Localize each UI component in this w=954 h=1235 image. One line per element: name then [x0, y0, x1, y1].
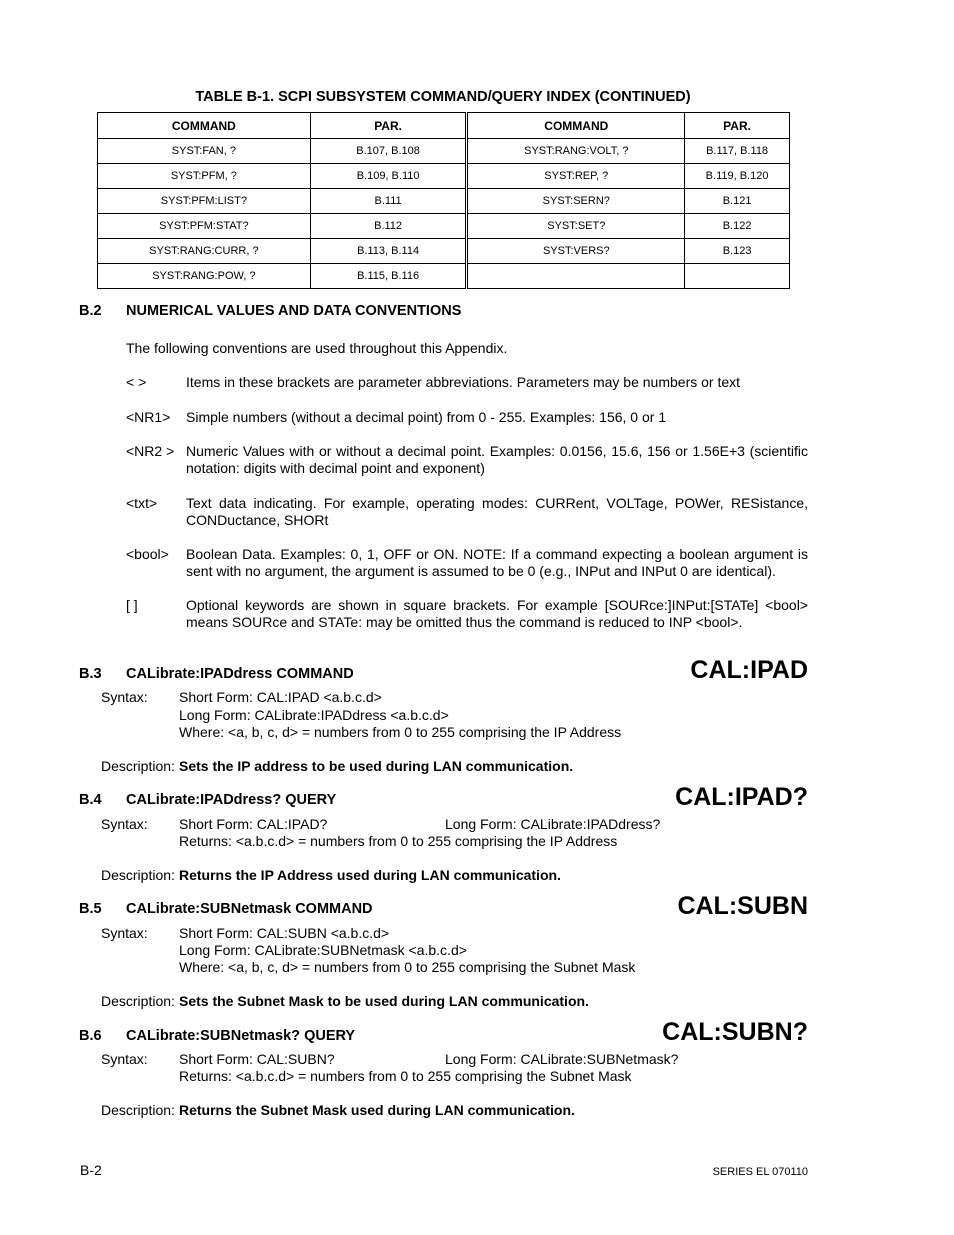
section-title: CALibrate:SUBNetmask COMMAND [126, 901, 373, 917]
section-number: B.4 [79, 792, 102, 808]
header-command: COMMAND [467, 113, 685, 139]
table-cell: SYST:SET? [467, 214, 685, 239]
syntax-label: Syntax: [101, 689, 148, 705]
returns-text: Returns: <a.b.c.d> = numbers from 0 to 255 comprising the IP Address [179, 833, 618, 849]
section-title: CALibrate:IPADdress? QUERY [126, 792, 337, 808]
table-cell: B.117, B.118 [685, 139, 790, 164]
description-label: Description: [101, 1102, 175, 1118]
table-cell: SYST:REP, ? [467, 164, 685, 189]
table-cell [685, 264, 790, 289]
header-par: PAR. [685, 113, 790, 139]
header-par: PAR. [310, 113, 467, 139]
table-cell: SYST:SERN? [467, 189, 685, 214]
syntax-label: Syntax: [101, 1051, 148, 1067]
long-form: Long Form: CALibrate:IPADdress? [445, 816, 661, 832]
command-index-table [97, 112, 790, 289]
table-cell: B.122 [685, 214, 790, 239]
section-title: CALibrate:SUBNetmask? QUERY [126, 1028, 356, 1044]
intro-text: The following conventions are used throughout this Appendix. [126, 340, 508, 356]
description-label: Description: [101, 758, 175, 774]
convention-desc: Optional keywords are shown in square brackets. For example [SOURce:]INPut:[STATe] <bool> means SOURce and STATe: may be omitted thus the command is reduced to INP <bool>. [186, 597, 808, 630]
short-form: Short Form: CAL:SUBN <a.b.c.d> [179, 925, 390, 941]
command-mnemonic: CAL:IPAD? [675, 783, 808, 811]
where-text: Where: <a, b, c, d> = numbers from 0 to 255 comprising the IP Address [179, 724, 622, 740]
table-title: TABLE B-1. SCPI SUBSYSTEM COMMAND/QUERY INDEX (CONTINUED) [195, 89, 691, 105]
table-cell: B.109, B.110 [310, 164, 467, 189]
returns-text: Returns: <a.b.c.d> = numbers from 0 to 255 comprising the Subnet Mask [179, 1068, 632, 1084]
description-text: Sets the IP address to be used during LAN communication. [179, 758, 574, 774]
section-number: B.3 [79, 666, 102, 682]
syntax-label: Syntax: [101, 925, 148, 941]
convention-term: < > [126, 374, 147, 390]
convention-desc: Numeric Values with or without a decimal point. Examples: 0.0156, 15.6, 156 or 1.56E+3 (scientific notation: digits with decimal point and exponent) [186, 443, 808, 476]
short-form: Short Form: CAL:SUBN? [179, 1051, 335, 1067]
section-title: CALibrate:IPADdress COMMAND [126, 666, 354, 682]
long-form: Long Form: CALibrate:IPADdress <a.b.c.d> [179, 707, 449, 723]
table-cell: SYST:PFM:LIST? [98, 189, 311, 214]
table-header-row [98, 113, 790, 139]
long-form: Long Form: CALibrate:SUBNetmask <a.b.c.d> [179, 942, 467, 958]
table-cell: B.115, B.116 [310, 264, 467, 289]
convention-term: <txt> [126, 495, 158, 511]
header-command: COMMAND [98, 113, 311, 139]
convention-term: <bool> [126, 546, 169, 562]
convention-term: <NR2 > [126, 443, 175, 459]
short-form: Short Form: CAL:IPAD <a.b.c.d> [179, 689, 382, 705]
table-cell: B.112 [310, 214, 467, 239]
table-row [98, 214, 790, 239]
table-cell: B.113, B.114 [310, 239, 467, 264]
section-number: B.6 [79, 1028, 102, 1044]
table-cell [467, 264, 685, 289]
table-row [98, 189, 790, 214]
convention-term: <NR1> [126, 409, 171, 425]
table-cell: SYST:RANG:POW, ? [98, 264, 311, 289]
where-text: Where: <a, b, c, d> = numbers from 0 to 255 comprising the Subnet Mask [179, 959, 636, 975]
convention-term: [ ] [126, 597, 138, 613]
table-cell: B.111 [310, 189, 467, 214]
syntax-label: Syntax: [101, 816, 148, 832]
section-title: NUMERICAL VALUES AND DATA CONVENTIONS [126, 303, 462, 319]
section-number: B.5 [79, 901, 102, 917]
description-label: Description: [101, 993, 175, 1009]
description-label: Description: [101, 867, 175, 883]
convention-desc: Simple numbers (without a decimal point) from 0 - 255. Examples: 156, 0 or 1 [186, 409, 667, 425]
description-text: Returns the Subnet Mask used during LAN communication. [179, 1102, 575, 1118]
convention-desc: Text data indicating. For example, operating modes: CURRent, VOLTage, POWer, RESistance, CONDuctance, SHORt [186, 495, 808, 528]
long-form: Long Form: CALibrate:SUBNetmask? [445, 1051, 679, 1067]
table-row [98, 264, 790, 289]
short-form: Short Form: CAL:IPAD? [179, 816, 328, 832]
convention-desc: Items in these brackets are parameter abbreviations. Parameters may be numbers or text [186, 374, 741, 390]
table-cell: B.119, B.120 [685, 164, 790, 189]
page-number: B-2 [80, 1162, 102, 1178]
table-cell: SYST:RANG:VOLT, ? [467, 139, 685, 164]
table-cell: B.107, B.108 [310, 139, 467, 164]
table-row [98, 239, 790, 264]
command-mnemonic: CAL:SUBN [677, 892, 808, 920]
table-cell: SYST:RANG:CURR, ? [98, 239, 311, 264]
table-cell: B.123 [685, 239, 790, 264]
table-cell: SYST:FAN, ? [98, 139, 311, 164]
command-mnemonic: CAL:IPAD [690, 656, 808, 684]
command-mnemonic: CAL:SUBN? [662, 1018, 808, 1046]
table-row [98, 139, 790, 164]
description-text: Returns the IP Address used during LAN communication. [179, 867, 561, 883]
table-cell: SYST:VERS? [467, 239, 685, 264]
section-number: B.2 [79, 303, 102, 319]
table-cell: B.121 [685, 189, 790, 214]
table-row [98, 164, 790, 189]
table-cell: SYST:PFM:STAT? [98, 214, 311, 239]
table-cell: SYST:PFM, ? [98, 164, 311, 189]
description-text: Sets the Subnet Mask to be used during LAN communication. [179, 993, 589, 1009]
series-label: SERIES EL 070110 [712, 1166, 808, 1178]
convention-desc: Boolean Data. Examples: 0, 1, OFF or ON. NOTE: If a command expecting a boolean argument is sent with no argument, the argument is assumed to be 0 (e.g., INPut and INPut 0 are identical). [186, 546, 808, 579]
